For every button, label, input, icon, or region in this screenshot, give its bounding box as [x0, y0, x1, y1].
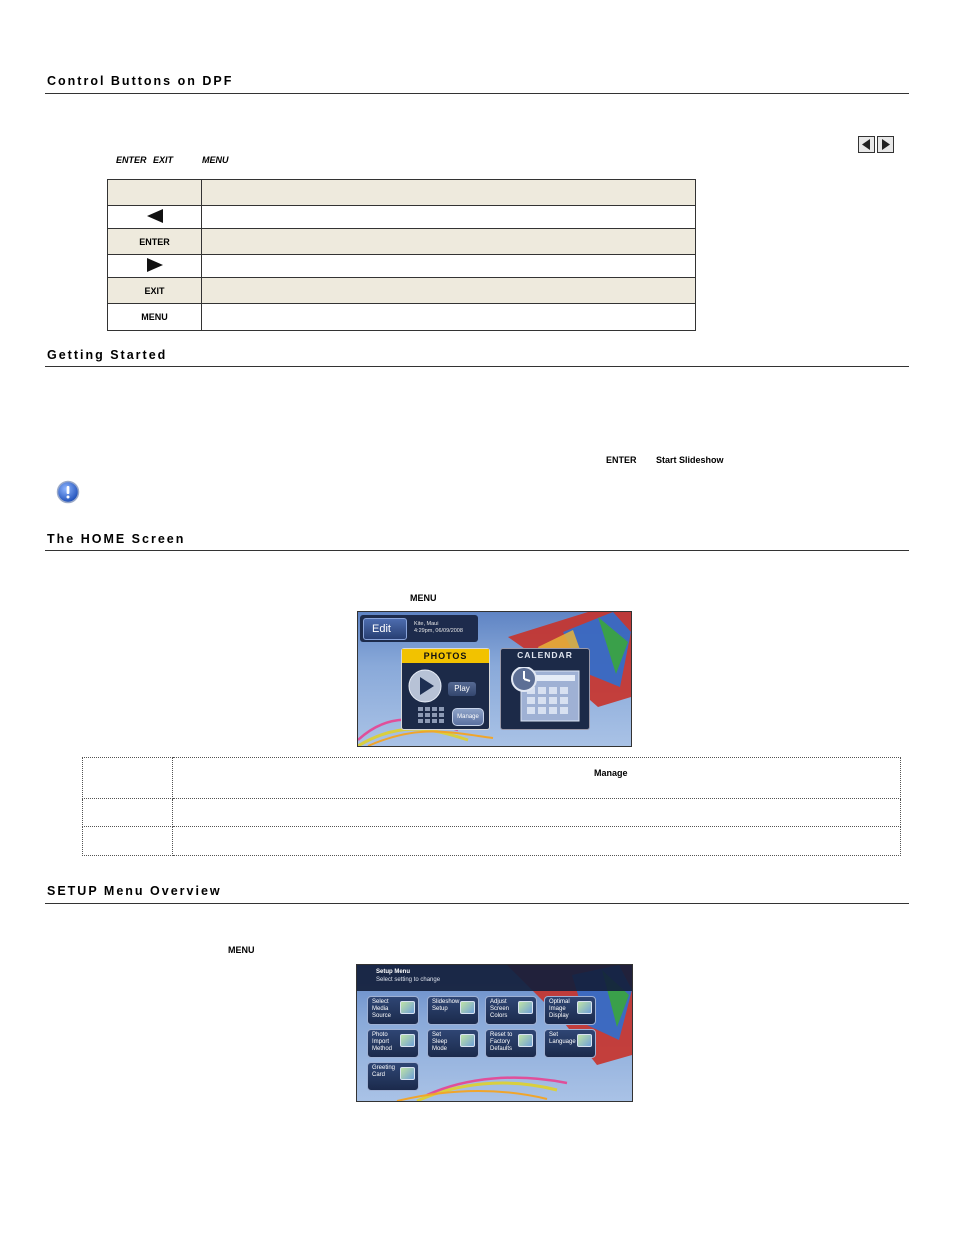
setup-tile-label: Card — [372, 1072, 386, 1078]
setup-tile[interactable] — [485, 996, 537, 1025]
table-row — [108, 206, 696, 229]
enter-key-cell: ENTER — [108, 229, 202, 255]
setup-title: Setup Menu — [376, 969, 410, 975]
section-rule — [45, 93, 909, 94]
nav-arrow-icons — [858, 136, 894, 153]
exit-key-cell: EXIT — [108, 278, 202, 304]
section-heading-getting-started: Getting Started — [47, 348, 168, 362]
table-row — [83, 758, 901, 799]
setup-tile[interactable] — [544, 996, 596, 1025]
setup-tile-icon — [577, 1001, 592, 1014]
table-manage-label: Manage — [594, 768, 628, 778]
right-arrow-icon — [878, 137, 894, 153]
left-arrow-icon — [859, 137, 875, 153]
table-row — [83, 799, 901, 827]
setup-tile-icon — [400, 1034, 415, 1047]
left-key-cell — [108, 206, 202, 229]
setup-tile-label: Select — [372, 999, 389, 1005]
setup-subtitle: Select setting to change — [376, 977, 441, 983]
calendar-title: CALENDAR — [517, 650, 573, 660]
table-row — [108, 229, 696, 255]
setup-tile-label: Photo — [372, 1032, 388, 1038]
setup-tile-icon — [460, 1034, 475, 1047]
info-icon — [56, 480, 80, 504]
setup-tile-label: Image — [549, 1006, 566, 1012]
setup-tile-label: Screen — [490, 1006, 510, 1012]
intro-exit-label: EXIT — [153, 155, 174, 165]
setup-tile-label: Greeting — [372, 1065, 396, 1071]
setup-tile[interactable] — [544, 1029, 596, 1058]
setup-tile-label: Adjust — [490, 999, 507, 1005]
photos-title: PHOTOS — [402, 649, 489, 663]
intro-menu-label: MENU — [202, 155, 229, 165]
setup-tile-icon — [400, 1001, 415, 1014]
table-row — [83, 827, 901, 856]
thumbnail-grid-icon — [418, 707, 444, 724]
section-rule — [45, 903, 909, 904]
setup-tile-label: Factory — [490, 1039, 511, 1045]
right-key-cell — [108, 255, 202, 278]
photo-caption-title: Kite, Maui — [414, 621, 439, 627]
right-triangle-icon — [146, 258, 164, 272]
setup-tile-icon — [518, 1001, 533, 1014]
setup-tile-label: Sleep — [432, 1039, 448, 1045]
home-screen-image — [357, 611, 632, 747]
gs-start-slideshow-label: Start Slideshow — [656, 455, 724, 465]
setup-tile-icon — [460, 1001, 475, 1014]
section-heading-home: The HOME Screen — [47, 532, 186, 546]
edit-button[interactable]: Edit — [363, 618, 407, 640]
setup-tile[interactable] — [427, 996, 479, 1025]
setup-tile-label: Import — [372, 1039, 390, 1045]
manage-button[interactable]: Manage — [452, 708, 484, 726]
table-header-row — [108, 180, 696, 206]
section-rule — [45, 366, 909, 367]
setup-tile-label: Media — [372, 1006, 389, 1012]
setup-tile-label: Source — [372, 1013, 392, 1019]
section-heading-setup: SETUP Menu Overview — [47, 884, 222, 898]
setup-tile[interactable] — [427, 1029, 479, 1058]
calendar-icon — [511, 667, 581, 723]
section-rule — [45, 550, 909, 551]
control-buttons-table — [107, 179, 696, 331]
setup-tile-label: Set — [549, 1032, 559, 1038]
setup-screen-image — [356, 964, 633, 1102]
setup-tile-label: Defaults — [490, 1046, 513, 1052]
section-heading-control: Control Buttons on DPF — [47, 74, 234, 88]
setup-tile-label: Language — [549, 1039, 576, 1045]
setup-tile[interactable] — [485, 1029, 537, 1058]
setup-header — [357, 965, 632, 991]
setup-tile-label: Setup — [432, 1006, 448, 1012]
intro-enter-label: ENTER — [116, 155, 147, 165]
table-row — [108, 278, 696, 304]
play-icon[interactable] — [408, 669, 442, 703]
setup-tile-label: Set — [432, 1032, 442, 1038]
home-screen-table — [82, 757, 901, 856]
photo-caption-date: 4:29pm, 06/09/2008 — [414, 628, 463, 634]
setup-tile-label: Display — [549, 1013, 569, 1019]
edit-bar — [360, 615, 478, 642]
setup-tile-icon — [577, 1034, 592, 1047]
gs-enter-label: ENTER — [606, 455, 637, 465]
calendar-panel[interactable] — [500, 648, 590, 730]
setup-tile-label: Mode — [432, 1046, 448, 1052]
setup-tile-icon — [518, 1034, 533, 1047]
left-triangle-icon — [146, 209, 164, 223]
play-button[interactable]: Play — [448, 682, 476, 696]
photos-panel[interactable] — [401, 648, 490, 730]
table-row — [108, 304, 696, 331]
setup-tile-label: Method — [372, 1046, 393, 1052]
table-row — [108, 255, 696, 278]
menu-key-cell: MENU — [108, 304, 202, 331]
setup-tile-label: Optimal — [549, 999, 570, 1005]
setup-tile-label: Reset to — [490, 1032, 513, 1038]
setup-tile-label: Colors — [490, 1013, 508, 1019]
setup-menu-label: MENU — [228, 945, 255, 955]
setup-tile[interactable] — [367, 1029, 419, 1058]
home-menu-label: MENU — [410, 593, 437, 603]
setup-tile-icon — [400, 1067, 415, 1080]
setup-tile-label: Slideshow — [432, 999, 460, 1005]
setup-tile[interactable] — [367, 996, 419, 1025]
setup-tile[interactable] — [367, 1062, 419, 1091]
